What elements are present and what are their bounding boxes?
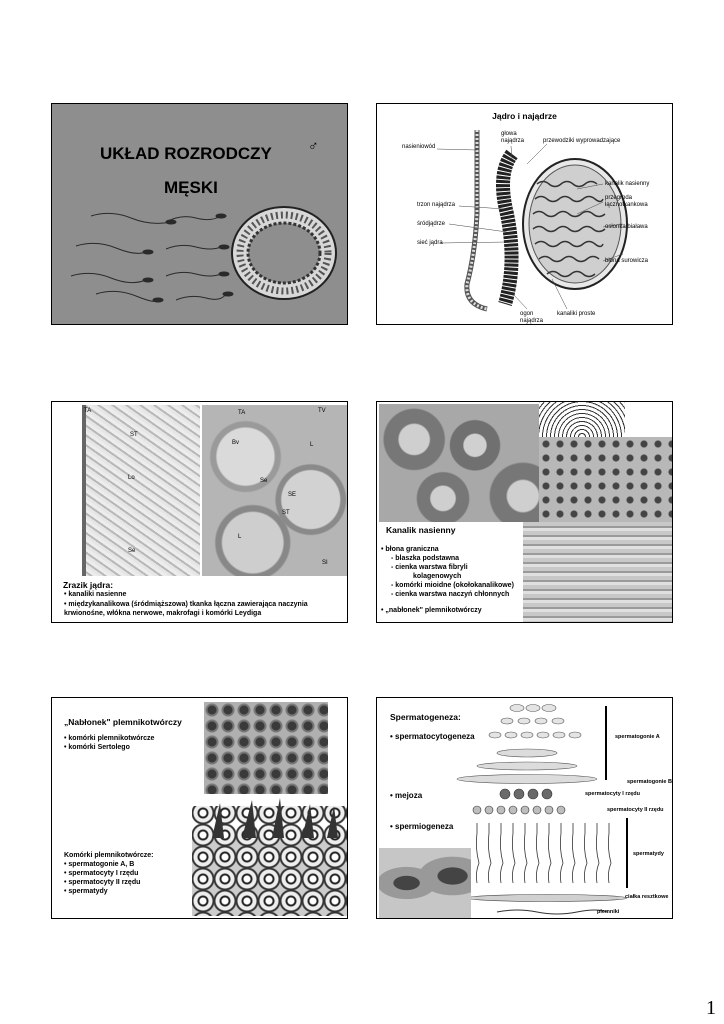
sperm-tails-drawing <box>202 798 342 838</box>
label-spermatocyty-2: spermatocyty II rzędu <box>607 807 664 813</box>
photo-label: L <box>310 442 314 448</box>
slide5-item: • komórki Sertolego <box>64 744 130 751</box>
slide5-cells-title: Komórki plemnikotwórcze: <box>64 852 154 859</box>
photo-label: Se <box>260 478 268 484</box>
slide4-item: kolagenowych <box>413 573 462 580</box>
slide-testis-lobule <box>51 401 348 623</box>
slide3-title: Zrazik jądra: <box>63 580 114 590</box>
label-nasieniowod: nasieniowód <box>402 144 436 150</box>
slide4-item: • „nabłonek" plemnikotwórczy <box>381 607 482 614</box>
testis-thumbnail <box>539 402 625 437</box>
slide4-item: - blaszka podstawna <box>391 555 460 562</box>
slide5-item: • komórki plemnikotwórcze <box>64 735 155 742</box>
label-spermatogonie-b: spermatogonie B <box>627 779 672 785</box>
photo-label: TA <box>84 408 92 414</box>
label-siec: sieć jądra <box>417 240 443 246</box>
male-symbol-icon: ♂ <box>308 137 319 153</box>
slide5-cell: • spermatogonie A, B <box>64 861 135 868</box>
page-number: 1 <box>706 997 716 1019</box>
phase-label: • mejoza <box>390 791 423 800</box>
label-kanalik: kanalik nasienny <box>605 181 650 187</box>
histology-photo-right <box>202 405 347 577</box>
label-plemniki: plemniki <box>597 909 620 915</box>
slide5-title: „Nabłonek" plemnikotwórczy <box>64 717 182 727</box>
photo-label: TV <box>318 408 326 414</box>
photo-label: SI <box>322 560 328 566</box>
slide5-cell: • spermatocyty II rzędu <box>64 879 141 886</box>
tubule-cross-section-image <box>230 204 338 302</box>
label-glowa: głowa najądrza <box>501 131 525 144</box>
slide4-title: Kanalik nasienny <box>386 525 456 535</box>
slide4-item: • błona graniczna <box>381 546 439 553</box>
photo-label: Se <box>128 548 136 554</box>
label-cialka: ciałka resztkowe <box>625 894 669 900</box>
sperm-illustration <box>66 204 236 314</box>
slide-title-line2: MĘSKI <box>164 178 218 197</box>
slide4-item: - komórki mioidne (okołokanalikowe) <box>391 582 514 589</box>
label-spermatydy: spermatydy <box>633 851 664 857</box>
slide5-cell: • spermatocyty I rzędu <box>64 870 139 877</box>
slide3-item: • międzykanalikowa (śródmiąższowa) tkanka łączna zawierająca naczynia krwionośne, włókna nerwowe, makrofagi i komórki Leydiga <box>64 601 308 617</box>
epithelium-photo <box>204 702 328 794</box>
photo-label: Lo <box>128 475 135 481</box>
label-oslonka: osłonka biaława <box>605 224 648 230</box>
slide4-item: - cienka warstwa fibryli <box>391 564 468 571</box>
epithelium-closeup-photo <box>539 437 672 522</box>
phase-label: • spermiogeneza <box>390 822 454 831</box>
slide-seminiferous-tubule <box>376 401 673 623</box>
slide-spermatogenesis <box>376 697 673 919</box>
label-kanaliki-proste: kanaliki proste <box>557 311 596 317</box>
photo-label: ST <box>130 432 138 438</box>
slide-title-line1: UKŁAD ROZRODCZY <box>100 144 272 163</box>
label-spermatocyty-1: spermatocyty I rzędu <box>585 791 641 797</box>
label-przewodziki: przewodziki wyprowadzające <box>543 138 621 144</box>
label-blona: błona surowicza <box>605 258 649 264</box>
label-srodjadrze: śródjądrze <box>417 221 446 227</box>
photo-label: L <box>238 534 242 540</box>
photo-label: SE <box>288 492 297 498</box>
slide5-cell: • spermatydy <box>64 888 108 895</box>
label-przegroda: przegroda łącznotkankowa <box>605 195 648 208</box>
slide6-title: Spermatogeneza: <box>390 712 461 722</box>
em-cells-photo <box>379 848 471 918</box>
photo-label: ST <box>282 510 290 516</box>
label-ogon: ogon najądrza <box>520 311 544 324</box>
photo-label: TA <box>238 410 246 416</box>
label-trzon: trzon najądrza <box>417 202 456 208</box>
slide3-item: • kanaliki nasienne <box>64 591 127 598</box>
histology-photo-left <box>82 405 200 577</box>
boundary-em-photo <box>523 522 672 622</box>
label-spermatogonie-a: spermatogonie A <box>615 734 660 740</box>
slide-spermatogenic-epithelium <box>51 697 348 919</box>
phase-label: • spermatocytogeneza <box>390 732 475 741</box>
slide-title <box>51 103 348 325</box>
slide4-item: - cienka warstwa naczyń chłonnych <box>391 591 510 598</box>
photo-label: Bv <box>232 440 240 446</box>
slide3-text <box>52 576 348 623</box>
slide-testis-epididymis <box>376 103 673 325</box>
slide2-title: Jądro i najądrze <box>492 111 557 121</box>
tubules-photo <box>379 404 539 522</box>
